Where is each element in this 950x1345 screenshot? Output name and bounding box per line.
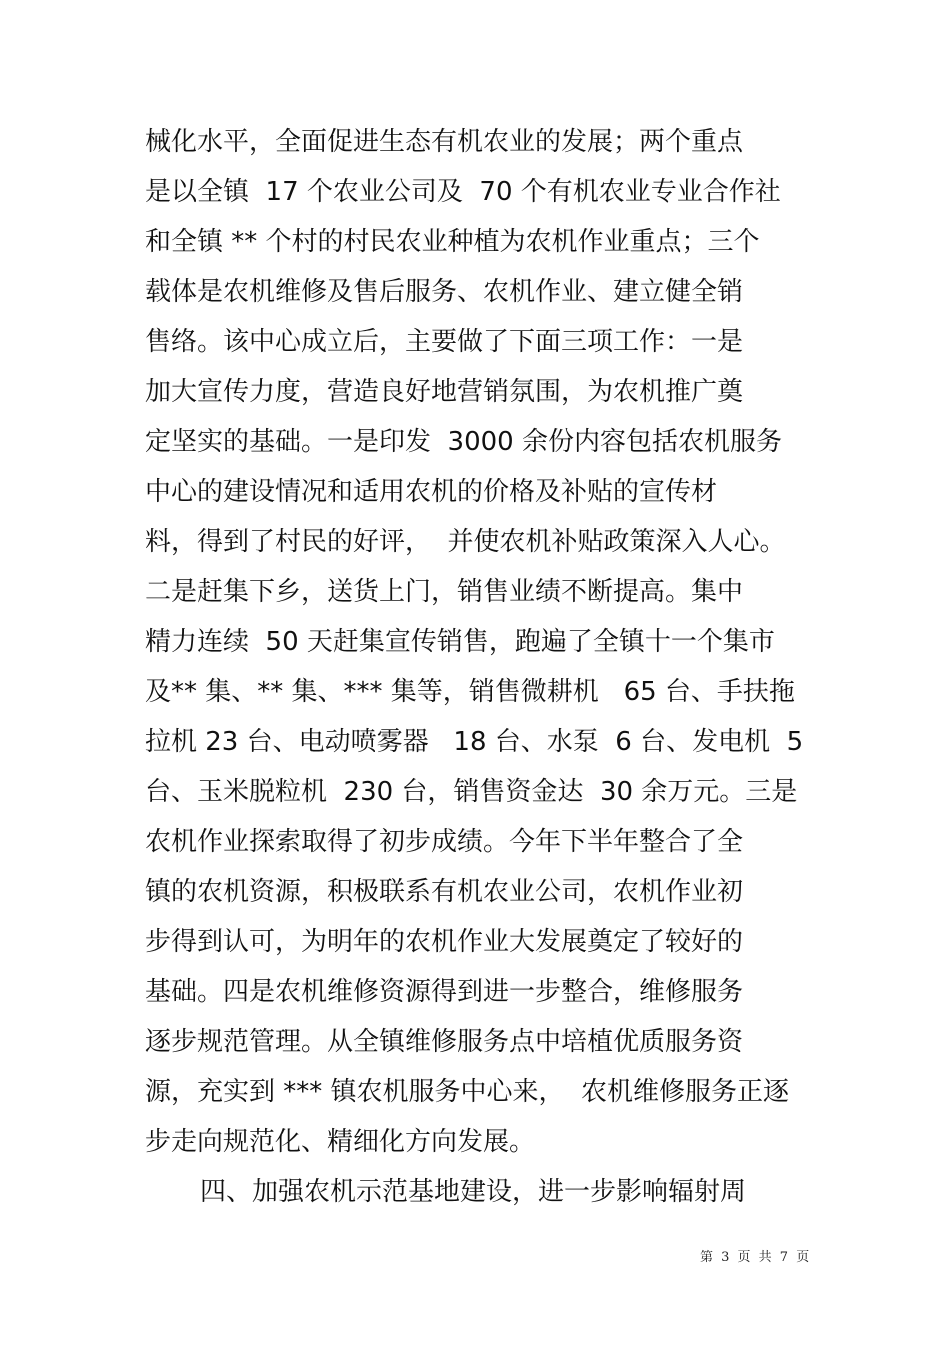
text-line: 中心的建设情况和适用农机的价格及补贴的宣传材 — [145, 477, 718, 507]
text-line: 售络。该中心成立后，主要做了下面三项工作：一是 — [145, 327, 744, 357]
text-line: 定坚实的基础。一是印发 3000 余份内容包括农机服务 — [145, 427, 782, 457]
page-number-footer: 第 3 页 共 7 页 — [700, 1250, 812, 1265]
text-line: 是以全镇 17 个农业公司及 70 个有机农业专业合作社 — [145, 177, 781, 207]
text-line: 料，得到了村民的好评， 并使农机补贴政策深入人心。 — [145, 527, 786, 557]
text-line: 逐步规范管理。从全镇维修服务点中培植优质服务资 — [145, 1027, 744, 1057]
text-line: 精力连续 50 天赶集宣传销售，跑遍了全镇十一个集市 — [145, 627, 775, 657]
text-line: 拉机 23 台、电动喷雾器 18 台、水泵 6 台、发电机 5 — [145, 727, 804, 757]
text-line: 载体是农机维修及售后服务、农机作业、建立健全销 — [145, 277, 744, 307]
text-line: 源，充实到 *** 镇农机服务中心来， 农机维修服务正逐 — [145, 1077, 790, 1107]
text-line: 和全镇 ** 个村的村民农业种植为农机作业重点；三个 — [145, 227, 760, 257]
section-heading-line: 四、加强农机示范基地建设，进一步影响辐射周 — [200, 1177, 747, 1207]
text-line: 农机作业探索取得了初步成绩。今年下半年整合了全 — [145, 827, 744, 857]
text-line: 及** 集、** 集、*** 集等，销售微耕机 65 台、手扶拖 — [145, 677, 795, 707]
text-line: 加大宣传力度，营造良好地营销氛围，为农机推广奠 — [145, 377, 744, 407]
text-line: 基础。四是农机维修资源得到进一步整合，维修服务 — [145, 977, 744, 1007]
text-line: 二是赶集下乡，送货上门，销售业绩不断提高。集中 — [145, 577, 744, 607]
text-line: 台、玉米脱粒机 230 台，销售资金达 30 余万元。三是 — [145, 777, 798, 807]
text-line: 镇的农机资源，积极联系有机农业公司，农机作业初 — [145, 877, 744, 907]
text-line: 步走向规范化、精细化方向发展。 — [145, 1127, 536, 1157]
text-line: 步得到认可，为明年的农机作业大发展奠定了较好的 — [145, 927, 744, 957]
text-line: 械化水平，全面促进生态有机农业的发展；两个重点 — [145, 127, 744, 157]
